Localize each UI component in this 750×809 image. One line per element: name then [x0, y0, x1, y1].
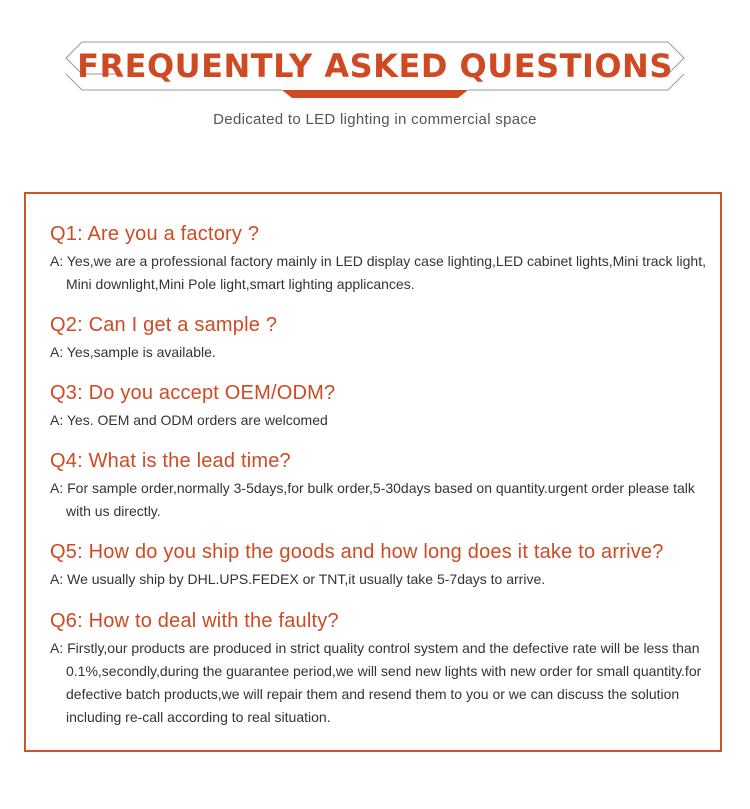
faq-question: Q5: How do you ship the goods and how long does it take to arrive?: [50, 541, 664, 563]
faq-item: [50, 221, 710, 296]
faq-question: Q6: How to deal with the faulty?: [50, 610, 339, 632]
faq-panel: [24, 192, 722, 752]
faq-answer: A: Yes,sample is available.: [50, 344, 216, 360]
faq-answer: A: Firstly,our products are produced in strict quality control system and the defective rate will be less than 0.1%,secondly,during the guarantee period,we will send new lights with new order for small quantity.for defective batch products,we will repair them and resend them to you or we can discuss the solution including re-call according to real situation.: [50, 640, 702, 725]
faq-item: [50, 608, 710, 729]
faq-answer: A: Yes. OEM and ODM orders are welcomed: [50, 412, 328, 428]
faq-question: Q3: Do you accept OEM/ODM?: [50, 382, 336, 404]
page-subtitle: Dedicated to LED lighting in commercial space: [213, 111, 537, 128]
faq-answer: A: We usually ship by DHL.UPS.FEDEX or TNT,it usually take 5-7days to arrive.: [50, 571, 546, 587]
faq-answer: A: Yes,we are a professional factory mainly in LED display case lighting,LED cabinet lights,Mini track light, Mini downlight,Mini Pole light,smart lighting applicances.: [50, 253, 706, 292]
faq-item: [50, 380, 710, 432]
page-title: FREQUENTLY ASKED QUESTIONS: [77, 47, 673, 85]
faq-item: [50, 539, 710, 591]
faq-question: Q4: What is the lead time?: [50, 450, 291, 472]
faq-answer: A: For sample order,normally 3-5days,for bulk order,5-30days based on quantity.urgent order please talk with us directly.: [50, 480, 695, 519]
faq-item: [50, 312, 710, 364]
faq-item: [50, 448, 710, 523]
faq-question: Q2: Can I get a sample ?: [50, 314, 278, 336]
banner-accent-tab: [282, 90, 468, 98]
faq-question: Q1: Are you a factory ?: [50, 223, 260, 245]
